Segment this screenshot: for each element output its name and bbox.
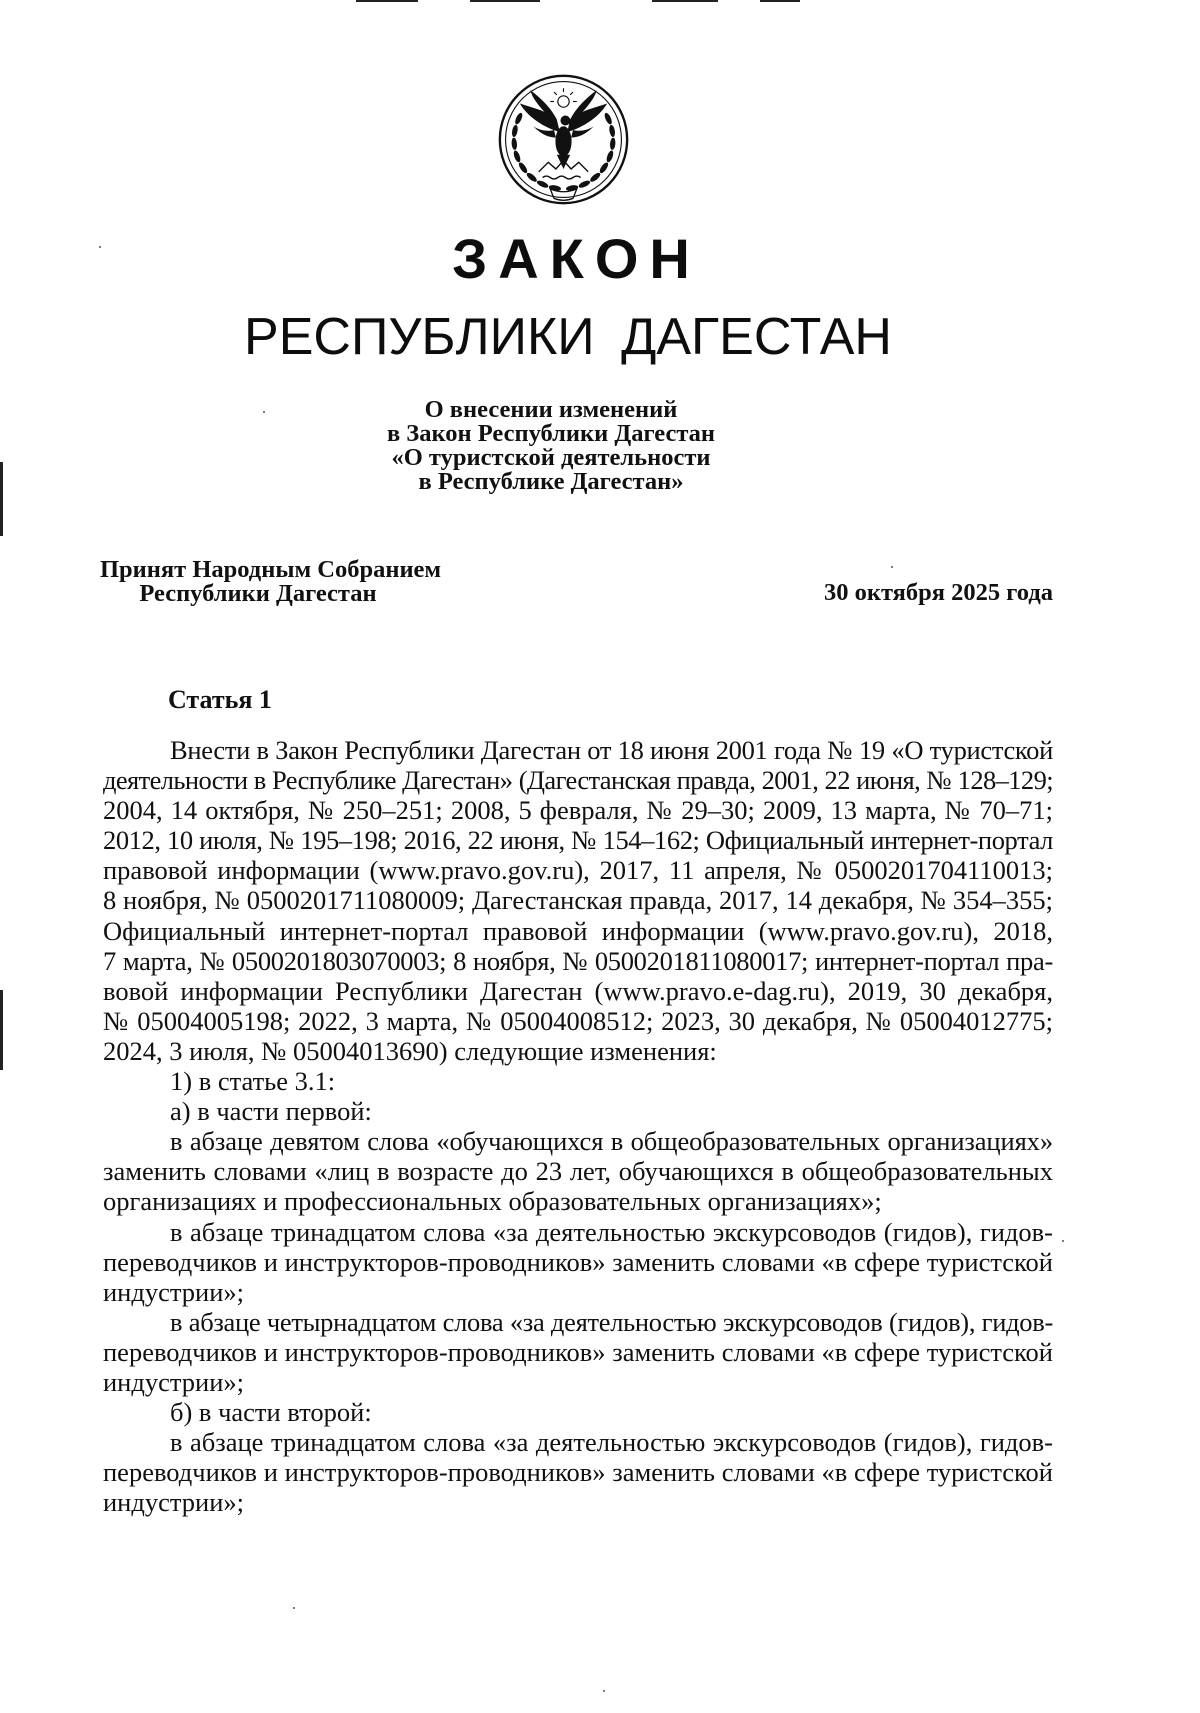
text-line: 7 марта, № 0500201803070003; 8 ноября, № 0500201811080017; интернет-портал пра- <box>103 945 1053 976</box>
sun <box>550 88 577 107</box>
text-line: деятельности в Республике Дагестан» (Дагестанская правда, 2001, 22 июня, № 128–129; <box>103 765 1053 796</box>
article-body <box>103 735 1053 1517</box>
text-line: 8 ноября, № 0500201711080009; Дагестанская правда, 2017, 14 декабря, № 354–355; <box>103 885 1053 916</box>
paragraph <box>103 1096 1053 1126</box>
text-line: индустрии»; <box>103 1276 244 1307</box>
text-line: Официальный интернет-портал правовой информации (www.pravo.gov.ru), 2018, <box>103 915 1053 946</box>
law-title-line: О внесении изменений <box>424 396 678 423</box>
emblem-ribbon <box>550 189 577 200</box>
scan-edge-mark <box>0 990 3 1070</box>
text-line: индустрии»; <box>103 1487 244 1518</box>
eagle <box>520 90 607 169</box>
adoption-authority <box>100 556 442 607</box>
law-title-line: «О туристской деятельности <box>391 444 711 471</box>
law-title-line: в Закон Республики Дагестан <box>386 420 716 447</box>
text-line: в абзаце четырнадцатом слова «за деятельностью экскурсоводов (гидов), гидов- <box>170 1306 1053 1337</box>
paragraph <box>103 1217 1053 1307</box>
text-line: вовой информации Республики Дагестан (www.pravo.e-dag.ru), 2019, 30 декабря, <box>103 975 1053 1006</box>
paragraph <box>103 1307 1053 1397</box>
scan-edge-mark <box>470 0 540 2</box>
scan-speck <box>1062 1240 1064 1242</box>
adoption-authority-line: Республики Дагестан <box>139 579 377 607</box>
text-line: 2004, 14 октября, № 250–251; 2008, 5 февраля, № 29–30; 2009, 13 марта, № 70–71; <box>103 795 1053 826</box>
law-title <box>0 398 1102 494</box>
paragraph <box>103 1397 1053 1427</box>
paragraph <box>103 1126 1053 1216</box>
text-line: в абзаце тринадцатом слова «за деятельностью экскурсоводов (гидов), гидов- <box>170 1216 1053 1247</box>
scan-speck <box>603 1690 605 1692</box>
text-line: 2024, 3 июля, № 05004013690) следующие изменения: <box>103 1035 717 1066</box>
text-line: организациях и профессиональных образовательных организациях»; <box>103 1186 882 1217</box>
coat-of-arms-emblem <box>497 73 630 206</box>
republic-heading: РЕСПУБЛИКИ ДАГЕСТАН <box>244 308 892 366</box>
text-line: а) в части первой: <box>170 1096 372 1127</box>
text-line: 1) в статье 3.1: <box>170 1066 336 1097</box>
text-line: № 05004005198; 2022, 3 марта, № 05004008512; 2023, 30 декабря, № 05004012775; <box>103 1005 1053 1036</box>
text-line: б) в части второй: <box>170 1397 372 1428</box>
article-heading: Статья 1 <box>168 685 272 714</box>
scan-edge-mark <box>652 0 718 2</box>
scan-edge-mark <box>760 0 800 2</box>
paragraph <box>103 735 1053 1066</box>
text-line: переводчиков и инструкторов-проводников» заменить словами «в сфере туристской <box>103 1336 1053 1367</box>
text-line: переводчиков и инструкторов-проводников» заменить словами «в сфере туристской <box>103 1457 1053 1488</box>
law-title-line: в Республике Дагестан» <box>418 468 684 495</box>
scan-speck <box>891 566 893 568</box>
text-line: переводчиков и инструкторов-проводников» заменить словами «в сфере туристской <box>103 1246 1053 1277</box>
text-line: индустрии»; <box>103 1366 244 1397</box>
text-line: в абзаце тринадцатом слова «за деятельностью экскурсоводов (гидов), гидов- <box>170 1427 1053 1458</box>
document-type-heading: ЗАКОН <box>452 227 701 290</box>
paragraph <box>103 1066 1053 1096</box>
scan-edge-mark <box>356 0 418 2</box>
adoption-authority-line: Принят Народным Собранием <box>100 556 442 583</box>
scan-speck <box>293 1607 295 1609</box>
text-line: 2012, 10 июля, № 195–198; 2016, 22 июня, № 154–162; Официальный интернет-портал <box>103 825 1053 856</box>
text-line: в абзаце девятом слова «обучающихся в общеобразовательных организациях» <box>170 1126 1053 1157</box>
paragraph <box>103 1427 1053 1517</box>
text-line: правовой информации (www.pravo.gov.ru), 2017, 11 апреля, № 0500201704110013; <box>103 855 1053 886</box>
text-line: Внести в Закон Республики Дагестан от 18 июня 2001 года № 19 «О туристской <box>170 735 1053 765</box>
adoption-date: 30 октября 2025 года <box>823 579 1053 606</box>
text-line: заменить словами «лиц в возрасте до 23 лет, обучающихся в общеобразовательных <box>103 1156 1053 1187</box>
